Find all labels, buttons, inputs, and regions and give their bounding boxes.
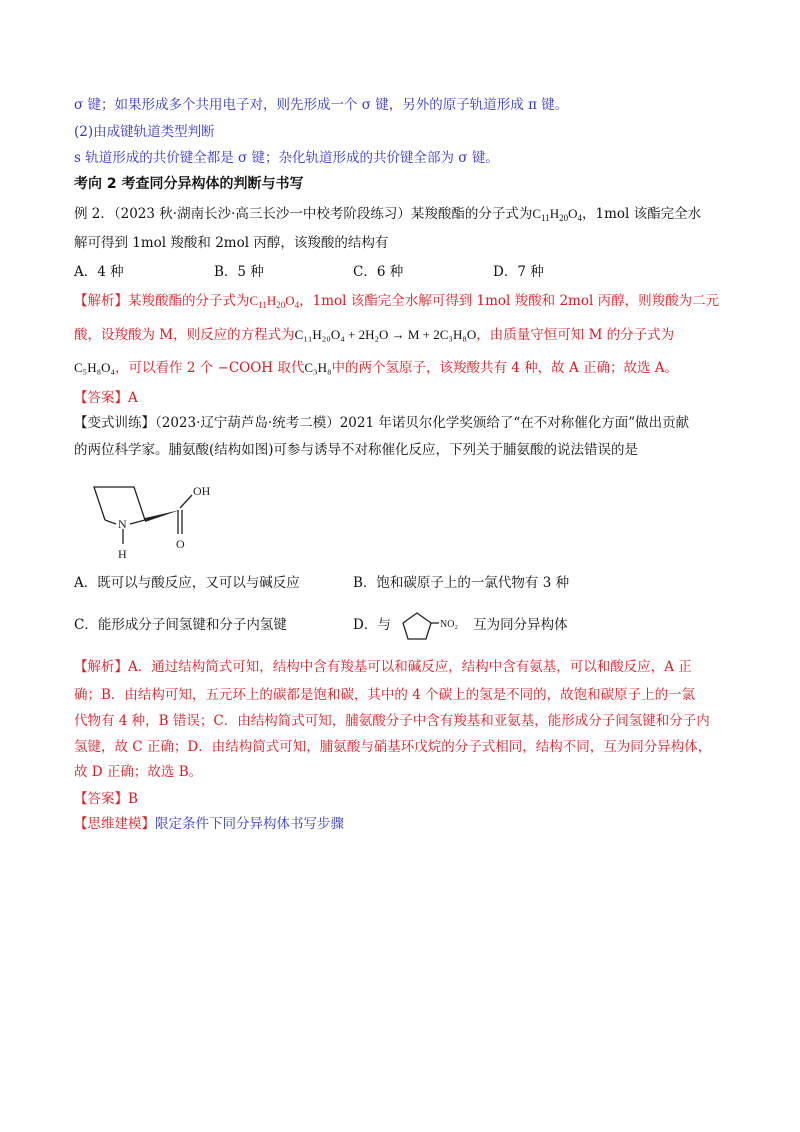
wedge-bond bbox=[145, 510, 180, 522]
example-2-option-a: A．4 种 bbox=[74, 264, 124, 280]
variant-analysis-line-4: 氢键，故 C 正确；D．由结构简式可知，脯氨酸与硝基环戊烷的分子式相同，结构不同，互为同分异构体， bbox=[74, 739, 712, 755]
variant-analysis-line-1: 【解析】A．通过结构简式可知，结构中含有羧基可以和碱反应，结构中含有氨基，可以和酸反应，A 正 bbox=[74, 659, 692, 675]
proline-ring-edge bbox=[94, 487, 145, 520]
example-2-answer: 【答案】A bbox=[74, 390, 138, 406]
thinking-model-label: 【思维建模】 bbox=[74, 816, 155, 832]
example-2-suffix: ，1mol 该酯完全水 bbox=[582, 206, 702, 222]
nitrocyclopentane-structure bbox=[395, 607, 473, 643]
n-label: N bbox=[118, 517, 127, 531]
variant-stem-line-2: 的两位科学家。脯氨酸(结构如图)可参与诱导不对称催化反应，下列关于脯氨酸的说法错误的是 bbox=[74, 442, 639, 458]
example-2-option-d: D．7 种 bbox=[493, 264, 544, 280]
variant-option-a: A．既可以与酸反应，又可以与碱反应 bbox=[74, 575, 300, 591]
thinking-model-line bbox=[74, 814, 344, 834]
reaction-equation: C₁₁H₂₀O₄ + 2H₂O → M + 2C₃H₈O bbox=[294, 327, 477, 342]
proline-ring-bond bbox=[105, 520, 116, 524]
h-label: H bbox=[118, 547, 127, 561]
example-2-analysis-line-1: 【解析】某羧酸酯的分子式为$C_{11}H_{20}O_4$，1mol 该酯完全水解可得到 1mol 羧酸和 2mol 丙醇，则羧酸为二元 bbox=[74, 293, 720, 310]
section-title: 考向 2 考查同分异构体的判断与书写 bbox=[74, 176, 304, 192]
variant-option-d: D．与 NO₂ 互为同分异构体 bbox=[353, 615, 568, 635]
example-2-prefix: 例 2．（2023 秋·湖南长沙·高三长沙一中校考阶段练习）某羧酸酯的分子式为 bbox=[74, 206, 533, 222]
bond-note-line-1: σ 键；如果形成多个共用电子对，则先形成一个 σ 键，另外的原子轨道形成 π 键。 bbox=[74, 97, 569, 113]
variant-option-b: B．饱和碳原子上的一氯代物有 3 种 bbox=[353, 575, 570, 591]
thinking-model-text: 限定条件下同分异构体书写步骤 bbox=[155, 816, 344, 832]
c-oh-bond bbox=[180, 495, 192, 508]
oh-label: OH bbox=[193, 484, 211, 498]
example-2-analysis-line-3: C₅H₈O₄，可以看作 2 个 −COOH 取代C₃H₈中的两个氢原子，该羧酸共有 4 种，故 A 正确；故选 A。 bbox=[74, 360, 679, 376]
example-2-option-c: C．6 种 bbox=[353, 264, 404, 280]
variant-analysis-line-5: 故 D 正确；故选 B。 bbox=[74, 764, 203, 780]
no2-label: NO₂ bbox=[440, 618, 459, 630]
variant-analysis-line-2: 确；B．由结构可知，五元环上的碳都是饱和碳，其中的 4 个碳上的氢是不同的，故饱和碳原子上的一氯 bbox=[74, 687, 696, 703]
variant-analysis-line-3: 代物有 4 种，B 错误；C．由结构简式可知，脯氨酸分子中含有羧基和亚氨基，能形成分子间氢键和分子内 bbox=[74, 713, 710, 729]
ester-formula: $C_{11}H_{20}O_4$ bbox=[532, 206, 582, 223]
variant-option-c: C．能形成分子间氢键和分子内氢键 bbox=[74, 617, 287, 633]
example-2-option-b: B．5 种 bbox=[214, 264, 264, 280]
cyclopentane-ring bbox=[403, 613, 431, 639]
example-2-stem-line-1 bbox=[74, 204, 701, 224]
proline-structure bbox=[72, 470, 232, 570]
bond-note-line-3: s 轨道形成的共价键全都是 σ 键；杂化轨道形成的共价键全部为 σ 键。 bbox=[74, 150, 499, 166]
example-2-stem-line-2: 解可得到 1mol 羧酸和 2mol 丙醇，该羧酸的结构有 bbox=[74, 235, 389, 251]
bond-note-line-2: (2)由成键轨道类型判断 bbox=[74, 124, 215, 140]
proline-ring-bond bbox=[130, 520, 145, 524]
variant-stem-line-1: 【变式训练】（2023·辽宁葫芦岛·统考二模）2021 年诺贝尔化学奖颁给了“在不对称催化方面”做出贡献 bbox=[74, 415, 690, 431]
variant-answer: 【答案】B bbox=[74, 791, 138, 807]
o-label: O bbox=[176, 537, 185, 551]
example-2-analysis-line-2: 酸，设羧酸为 M，则反应的方程式为C₁₁H₂₀O₄ + 2H₂O → M + 2C₃H₈O，由质量守恒可知 M 的分子式为 bbox=[74, 327, 675, 343]
